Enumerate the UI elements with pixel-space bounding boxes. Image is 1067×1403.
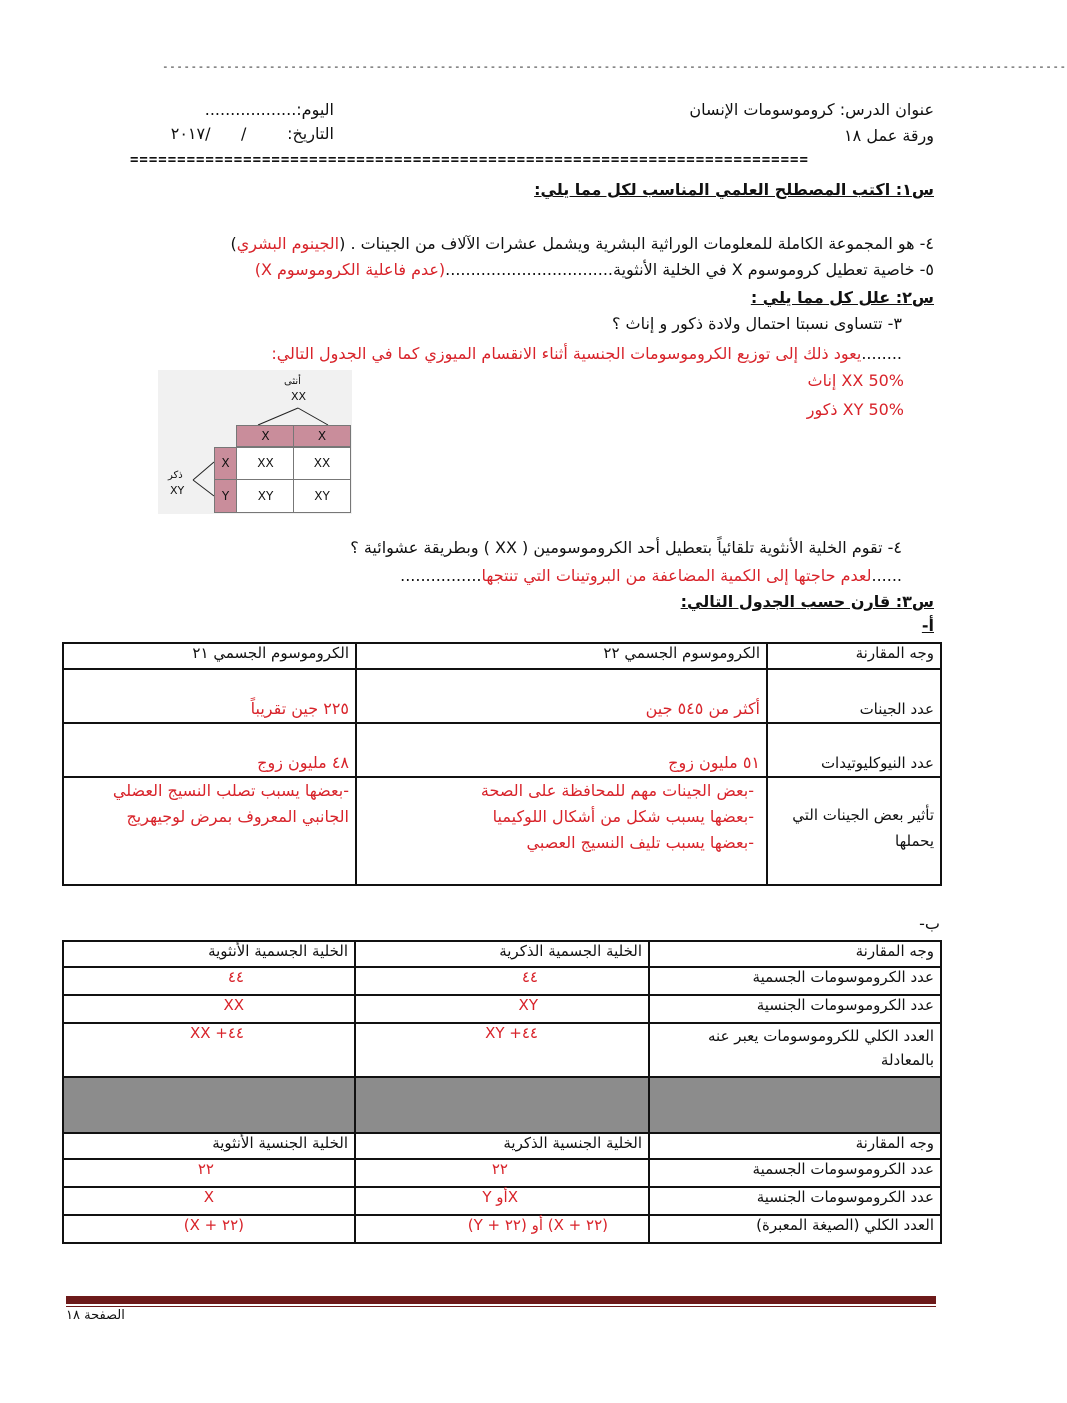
- q1-item5-text: ٥- خاصية تعطيل كروموسوم X في الخلية الأنثوية.................................: [445, 260, 934, 279]
- cell-value: ٤٤: [355, 967, 649, 995]
- table-row: [63, 669, 941, 723]
- footer-bar: [66, 1296, 936, 1304]
- table-row: [63, 967, 941, 995]
- part-a-label: أ-: [921, 616, 934, 635]
- footer-rule: [66, 1306, 936, 1307]
- q2-item3-answer-line: [142, 344, 902, 363]
- cell-value: ٤٤+ XX: [63, 1023, 355, 1077]
- table-row: [63, 1023, 941, 1077]
- q2-item3-question: ٣- تتساوى نسبتا احتمال ولادة ذكور و إناث ؟: [611, 314, 902, 333]
- q2-item4-question: ٤- تقوم الخلية الأنثوية تلقائياً بتعطيل أحد الكروموسومين ( XX ) وبطريقة عشوائية ؟: [350, 538, 902, 557]
- row-label: العدد الكلي للكروموسومات يعبر عنه بالمعادلة: [649, 1023, 941, 1077]
- cell-value: Xأو Y: [355, 1187, 649, 1215]
- table-b-header-cell: وجه المقارنة: [649, 941, 941, 967]
- gray-cell: [649, 1077, 941, 1133]
- cell-value: ٢٢: [355, 1159, 649, 1187]
- table-b-header-cell: وجه المقارنة: [649, 1133, 941, 1159]
- cell-value: [356, 777, 767, 885]
- top-dashed-rule: -------------------------------------------------------------------------------------------------------------------------------: [162, 60, 1067, 73]
- cell-value: ٥١ مليون زوج: [356, 723, 767, 777]
- table-a-header-cell: الكروموسوم الجسمي ٢٢: [356, 643, 767, 669]
- table-row: [63, 1187, 941, 1215]
- table-row: [63, 1215, 941, 1243]
- table-b-header-2: [63, 1133, 941, 1159]
- row-label: تأثير بعض الجينات التي يحملها: [767, 777, 941, 885]
- q1-item4-answer: الجينوم البشري: [236, 234, 340, 253]
- q2-item4-answer-line: [182, 566, 902, 585]
- row-label: عدد الكروموسومات الجسمية: [649, 1159, 941, 1187]
- date-field: التاريخ: / /٢٠١٧: [170, 124, 334, 143]
- row-label: عدد النيوكليوتيدات: [767, 723, 941, 777]
- q2-item4-answer: لعدم حاجتها إلى الكمية المضاعفة من البروتينات التي تنتجها: [481, 566, 872, 585]
- q3-title: س٣: قارن حسب الجدول التالي:: [680, 592, 934, 611]
- q2-item3-dots: ........: [861, 344, 902, 363]
- gene-effect-line: -بعض الجينات مهم للمحافظة على الصحة: [480, 781, 754, 800]
- day-field: اليوم:..................: [204, 100, 334, 119]
- q2-females-ratio: 50% XX إناث: [807, 371, 904, 390]
- cell-value: ٤٤+ XY: [355, 1023, 649, 1077]
- q2-males-ratio: 50% XY ذكور: [806, 400, 904, 419]
- q1-item4-text: ٤- هو المجموعة الكاملة للمعلومات الوراثية البشرية ويشمل عشرات الآلاف من الجينات . (: [339, 234, 934, 253]
- gene-effect-line: -بعضها يسبب شكل من أشكال اللوكيميا: [492, 807, 754, 826]
- cell-value: ٤٤: [63, 967, 355, 995]
- q2-item4-dots-end: ................: [400, 566, 482, 585]
- row-label: العدد الكلي (الصيغة المعبرة): [649, 1215, 941, 1243]
- q1-item4-close: ): [230, 234, 237, 253]
- lesson-title: عنوان الدرس: كروموسومات الإنسان: [689, 100, 934, 119]
- row-label: عدد الكروموسومات الجسمية: [649, 967, 941, 995]
- punnett-cell: XY: [236, 479, 295, 513]
- male-label: ذكر: [168, 470, 183, 481]
- row-label: عدد الكروموسومات الجنسية: [649, 995, 941, 1023]
- row-label: عدد الكروموسومات الجنسية: [649, 1187, 941, 1215]
- q1-item5: [104, 260, 934, 279]
- cell-value: (٢٢ + X) أو (٢٢ + Y): [355, 1215, 649, 1243]
- punnett-cell: XX: [293, 447, 351, 480]
- q1-title: س١: اكتب المصطلح العلمي المناسب لكل مما يلي:: [534, 180, 934, 199]
- table-row: [63, 723, 941, 777]
- cell-value: ٤٨ مليون زوج: [63, 723, 356, 777]
- table-b-header-cell: الخلية الجسمية الأنثوية: [63, 941, 355, 967]
- punnett-side-2: Y: [214, 479, 237, 513]
- table-b-header-cell: الخلية الجنسية الذكرية: [355, 1133, 649, 1159]
- cell-value: XY: [355, 995, 649, 1023]
- punnett-top-1: X: [236, 425, 295, 447]
- q1-item4: [104, 234, 934, 253]
- part-b-label: ب-: [919, 914, 940, 933]
- punnett-cell: XY: [293, 479, 351, 513]
- female-genotype: XX: [291, 390, 307, 403]
- female-label: أنثى: [284, 376, 301, 387]
- cell-value: XX: [63, 995, 355, 1023]
- comparison-table-a: [62, 642, 942, 886]
- row-label: عدد الجينات: [767, 669, 941, 723]
- table-a-header: [63, 643, 941, 669]
- cell-value: أكثر من ٥٤٥ جين: [356, 669, 767, 723]
- page-number: الصفحة ١٨: [66, 1308, 125, 1323]
- q1-item5-answer: (عدم فاعلية الكروموسوم X): [254, 260, 446, 279]
- gray-cell: [63, 1077, 355, 1133]
- punnett-cell: XX: [236, 447, 295, 480]
- punnett-top-2: X: [293, 425, 351, 447]
- comparison-table-b: [62, 940, 942, 1244]
- cell-value: (٢٢ + X): [63, 1215, 355, 1243]
- worksheet-number: ورقة عمل ١٨: [844, 126, 934, 145]
- punnett-side-1: X: [214, 447, 237, 480]
- q2-title: س٢: علل كل مما يلي :: [750, 288, 934, 307]
- table-b-header-cell: الخلية الجسمية الذكرية: [355, 941, 649, 967]
- table-a-header-cell: الكروموسوم الجسمي ٢١: [63, 643, 356, 669]
- q2-item4-dots-start: ......: [871, 566, 902, 585]
- punnett-square: [158, 370, 352, 514]
- table-b-header: [63, 941, 941, 967]
- double-rule: ========================================================================: [130, 152, 809, 168]
- gray-separator-row: [63, 1077, 941, 1133]
- table-a-header-cell: وجه المقارنة: [767, 643, 941, 669]
- q2-item3-answer: يعود ذلك إلى توزيع الكروموسومات الجنسية أثناء الانقسام الميوزي كما في الجدول التالي:: [271, 344, 862, 363]
- cell-value: ٢٢٥ جين تقريباً: [63, 669, 356, 723]
- gene-effect-line: الجانبي المعروف بمرض لوجيهريج: [126, 807, 349, 826]
- table-row: [63, 995, 941, 1023]
- gene-effect-line: -بعضها يسبب تصلب النسيج العضلي: [112, 781, 349, 800]
- cell-value: [63, 777, 356, 885]
- table-row: [63, 777, 941, 885]
- gray-cell: [355, 1077, 649, 1133]
- table-b-header-cell: الخلية الجنسية الأنثوية: [63, 1133, 355, 1159]
- cell-value: X: [63, 1187, 355, 1215]
- cell-value: ٢٢: [63, 1159, 355, 1187]
- gene-effect-line: -بعضها يسبب تليف النسيج العصبي: [526, 833, 754, 852]
- table-row: [63, 1159, 941, 1187]
- male-genotype: XY: [170, 484, 185, 497]
